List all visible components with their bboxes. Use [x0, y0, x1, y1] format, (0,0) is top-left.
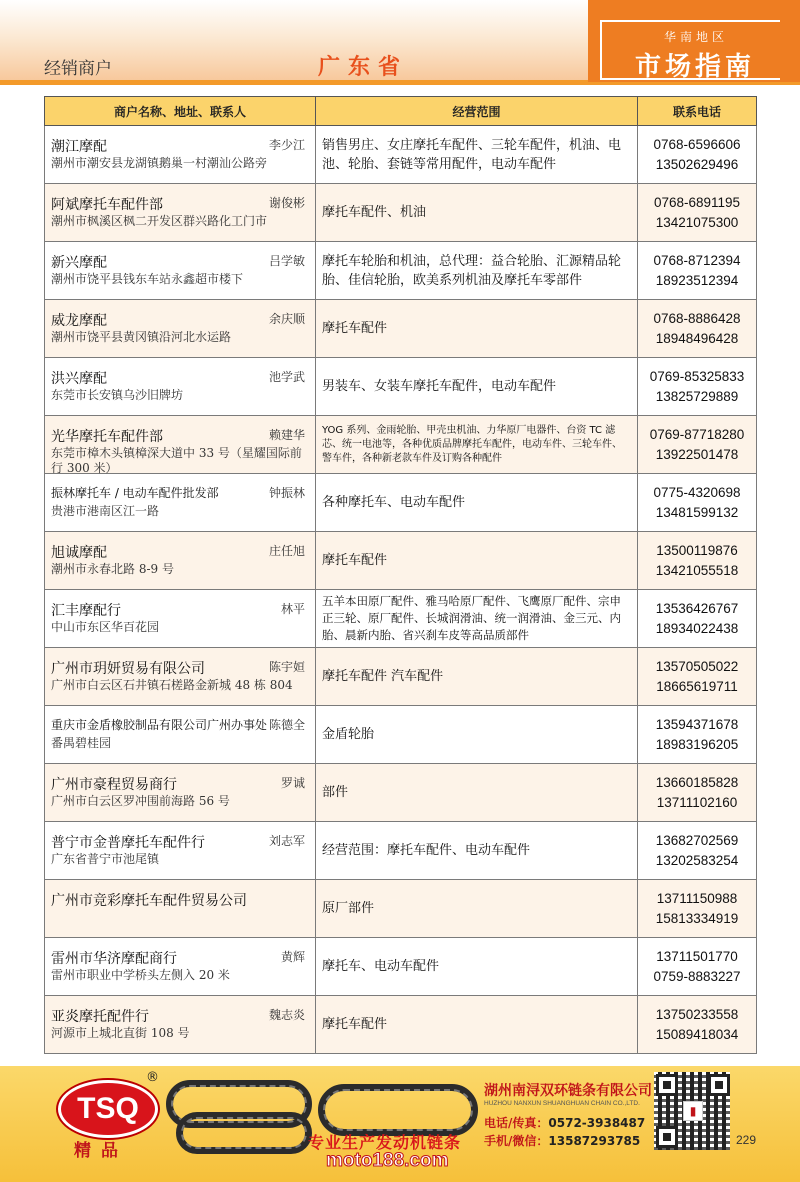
phone-cell	[638, 938, 757, 996]
merchant-name: 光华摩托车配件部	[51, 429, 163, 445]
scope-cell	[316, 184, 638, 242]
phone-cell	[638, 474, 757, 532]
merchant-name: 潮江摩配	[51, 139, 107, 155]
merchant-address: 雷州市职业中学桥头左侧入 20 米	[51, 968, 230, 982]
table-row	[45, 706, 757, 764]
phone-cell	[638, 590, 757, 648]
phone-cell	[638, 822, 757, 880]
phone-number: 13750233558	[655, 1006, 739, 1022]
phone-number: 18948496428	[655, 330, 739, 346]
phone-cell	[638, 648, 757, 706]
merchant-name: 威龙摩配	[51, 313, 107, 329]
merchant-cell	[45, 706, 316, 764]
phone-cell	[638, 242, 757, 300]
table-row	[45, 880, 757, 938]
merchant-cell	[45, 242, 316, 300]
phone-number: 18983196205	[655, 736, 739, 752]
scope-cell	[316, 532, 638, 590]
phone-cell	[638, 358, 757, 416]
merchant-address: 中山市东区华百花园	[51, 620, 160, 634]
merchant-name: 新兴摩配	[51, 255, 107, 271]
contact-person: 余庆顺	[268, 312, 305, 326]
dealer-table	[44, 96, 757, 1054]
merchant-cell	[45, 416, 316, 474]
merchant-cell	[45, 764, 316, 822]
merchant-name: 振林摩托车 / 电动车配件批发部	[51, 486, 219, 500]
tsq-logo: TSQ	[58, 1080, 158, 1138]
merchant-name: 重庆市金盾橡胶制品有限公司广州办事处	[51, 718, 268, 732]
phone-number: 13570505022	[655, 658, 739, 674]
merchant-cell	[45, 532, 316, 590]
mobile-number: 13587293785	[548, 1134, 641, 1148]
phone-number: 13481599132	[655, 504, 739, 520]
phone-number: 13536426767	[655, 600, 739, 616]
phone-number: 0768-6891195	[653, 194, 741, 210]
business-scope: 五羊本田原厂配件、雅马哈原厂配件、飞鹰原厂配件、宗申正三轮、原厂配件、长城润滑油、统一润滑油、金三元、内胎、晨新内胎、省兴刹车皮等高品质部件	[322, 594, 621, 642]
table-row	[45, 648, 757, 706]
merchant-address: 潮州市枫溪区枫二开发区群兴路化工门市	[51, 214, 268, 228]
contact-person: 钟振林	[268, 486, 305, 500]
merchant-address: 广州市白云区石井镇石槎路金新城 48 栋 804	[51, 678, 293, 692]
scope-cell	[316, 416, 638, 474]
scope-cell	[316, 300, 638, 358]
merchant-address: 潮州市饶平县黄冈镇沿河北水运路	[51, 330, 232, 344]
phone-cell	[638, 880, 757, 938]
chain-image	[176, 1112, 312, 1154]
table-row	[45, 184, 757, 242]
phone-number: 13500119876	[656, 542, 738, 558]
company-mobile	[484, 1132, 640, 1149]
merchant-cell	[45, 300, 316, 358]
merchant-cell	[45, 184, 316, 242]
merchant-name: 普宁市金普摩托车配件行	[51, 835, 205, 851]
business-scope: 原厂部件	[322, 901, 375, 916]
merchant-name: 广州市豪程贸易商行	[51, 777, 177, 793]
phone-cell	[638, 996, 757, 1054]
scope-cell	[316, 938, 638, 996]
contact-person: 李少江	[268, 138, 305, 152]
merchant-cell	[45, 996, 316, 1054]
table-row	[45, 532, 757, 590]
contact-person: 林平	[280, 602, 305, 616]
contact-person: 吕学敏	[268, 254, 305, 268]
phone-cell	[638, 764, 757, 822]
merchant-address: 广州市白云区罗冲围前海路 56 号	[51, 794, 230, 808]
badge-region: 华南地区	[663, 30, 728, 44]
contact-person: 罗诚	[280, 776, 305, 790]
phone-number: 0768-8712394	[653, 252, 741, 268]
contact-person: 庄任旭	[268, 544, 305, 558]
phone-number: 0775-4320698	[653, 484, 741, 500]
merchant-address: 潮州市永春北路 8-9 号	[51, 562, 174, 576]
merchant-name: 阿斌摩托车配件部	[51, 197, 163, 213]
qr-eye	[656, 1074, 678, 1096]
phone-number: 18923512394	[655, 272, 739, 288]
business-scope: 摩托车轮胎和机油，总代理：益合轮胎、汇源精品轮胎、佳信轮胎，欧美系列机油及摩托车零部件	[322, 253, 622, 288]
table-row	[45, 416, 757, 474]
table-row	[45, 590, 757, 648]
table-row	[45, 300, 757, 358]
contact-person: 赖建华	[268, 428, 305, 442]
merchant-cell	[45, 358, 316, 416]
merchant-name: 广州市竞彩摩托车配件贸易公司	[51, 893, 247, 909]
qr-center-icon: ▮	[683, 1101, 703, 1121]
table-row	[45, 996, 757, 1054]
business-scope: 经营范围：摩托车配件、电动车配件	[322, 843, 531, 858]
contact-person: 魏志炎	[268, 1008, 305, 1022]
phone-number: 15089418034	[655, 1026, 739, 1042]
phone-cell	[638, 706, 757, 764]
phone-cell	[638, 184, 757, 242]
scope-cell	[316, 996, 638, 1054]
qr-eye	[656, 1126, 678, 1148]
phone-number: 18934022438	[655, 620, 739, 636]
scope-cell	[316, 590, 638, 648]
phone-number: 0759-8883227	[653, 968, 741, 984]
business-scope: 摩托车配件	[322, 553, 388, 568]
table-header-row	[45, 97, 757, 126]
phone-number: 13825729889	[655, 388, 739, 404]
site-watermark: moto188.com	[326, 1150, 449, 1171]
merchant-name: 广州市玥妍贸易有限公司	[51, 661, 205, 677]
phone-number: 13711150988	[656, 890, 738, 906]
badge-title: 市场指南	[634, 52, 755, 82]
phone-number: 13202583254	[655, 852, 739, 868]
contact-person: 黄辉	[280, 950, 305, 964]
merchant-cell	[45, 648, 316, 706]
merchant-address: 广东省普宁市池尾镇	[51, 852, 160, 866]
phone-number: 13711501770	[656, 948, 738, 964]
registered-mark: ®	[146, 1070, 159, 1085]
merchant-address: 潮州市潮安县龙湖镇鹅巢一村潮汕公路旁	[51, 156, 268, 170]
business-scope: 男装车、女装车摩托车配件，电动车配件	[322, 379, 557, 394]
phone-number: 13421055518	[655, 562, 739, 578]
phone-number: 13682702569	[655, 832, 739, 848]
phone-number: 0768-8886428	[653, 310, 741, 326]
merchant-address: 河源市上城北直街 108 号	[51, 1026, 190, 1040]
phone-cell	[638, 126, 757, 184]
company-english-name: HUZHOU NANXUN SHUANGHUAN CHAIN CO.,LTD.	[484, 1100, 640, 1107]
contact-person: 陈宇姮	[268, 660, 305, 674]
column-header: 联系电话	[638, 97, 757, 126]
business-scope: 摩托车配件	[322, 321, 388, 336]
scope-cell	[316, 126, 638, 184]
scope-cell	[316, 706, 638, 764]
scope-cell	[316, 822, 638, 880]
phone-number: 0768-6596606	[653, 136, 741, 152]
contact-person: 陈德全	[268, 718, 305, 732]
business-scope: 部件	[322, 785, 349, 800]
business-scope: 金盾轮胎	[322, 727, 375, 742]
merchant-cell	[45, 880, 316, 938]
table-row	[45, 126, 757, 184]
scope-cell	[316, 242, 638, 300]
merchant-name: 洪兴摩配	[51, 371, 107, 387]
table-row	[45, 474, 757, 532]
telephone-number: 0572-3938487	[548, 1116, 646, 1130]
merchant-address: 东莞市长安镇乌沙旧牌坊	[51, 388, 184, 402]
contact-person: 谢俊彬	[268, 196, 305, 210]
phone-number: 13502629496	[655, 156, 739, 172]
merchant-name: 亚炎摩托配件行	[51, 1009, 149, 1025]
merchant-cell	[45, 822, 316, 880]
scope-cell	[316, 648, 638, 706]
business-scope: 摩托车配件	[322, 1017, 388, 1032]
table-row	[45, 764, 757, 822]
merchant-cell	[45, 590, 316, 648]
scope-cell	[316, 474, 638, 532]
merchant-address: 潮州市饶平县钱东车站永鑫超市楼下	[51, 272, 244, 286]
phone-number: 13922501478	[655, 446, 739, 462]
business-scope: 各种摩托车、电动车配件	[322, 495, 466, 510]
section-label: 经销商户	[44, 59, 112, 79]
page-number: 229	[736, 1133, 757, 1147]
phone-number: 0769-87718280	[649, 426, 745, 442]
contact-person: 池学武	[268, 370, 305, 384]
phone-cell	[638, 300, 757, 358]
business-scope: 摩托车配件 汽车配件	[322, 669, 444, 684]
merchant-name: 旭诚摩配	[51, 545, 107, 561]
phone-cell	[638, 416, 757, 474]
phone-number: 13594371678	[655, 716, 739, 732]
phone-cell	[638, 532, 757, 590]
merchant-name: 汇丰摩配行	[51, 603, 121, 619]
chain-image	[318, 1084, 478, 1136]
column-header: 商户名称、地址、联系人	[45, 97, 316, 126]
phone-number: 18665619711	[656, 678, 738, 694]
qr-eye	[708, 1074, 730, 1096]
merchant-address: 东莞市樟木头镇樟深大道中 33 号（星耀国际前行 300 米）	[51, 446, 302, 475]
table-row	[45, 242, 757, 300]
merchant-address: 番禺碧桂园	[51, 736, 112, 750]
business-scope: YOG 系列、金雨轮胎、甲壳虫机油、力华原厂电器件、台资 TC 滤芯、统一电池等，各种优质品牌摩托车配件，电动车件、三轮车件、警车件，各种新老款车件及订购各种配件	[322, 424, 622, 464]
mobile-label: 手机/微信：	[484, 1134, 549, 1148]
company-name: 湖州南浔双环链条有限公司	[484, 1083, 652, 1099]
merchant-address: 贵港市港南区江一路	[51, 504, 160, 518]
scope-cell	[316, 764, 638, 822]
company-telephone	[484, 1114, 645, 1131]
phone-number: 13660185828	[655, 774, 739, 790]
scope-cell	[316, 880, 638, 938]
table-row	[45, 938, 757, 996]
merchant-name: 雷州市华济摩配商行	[51, 951, 177, 967]
contact-person: 刘志军	[268, 834, 305, 848]
scope-cell	[316, 358, 638, 416]
table-row	[45, 358, 757, 416]
phone-number: 13421075300	[655, 214, 739, 230]
phone-number: 15813334919	[655, 910, 739, 926]
brand-subtitle: 精品	[74, 1141, 128, 1161]
business-scope: 销售男庄、女庄摩托车配件、三轮车配件，机油、电池、轮胎、套链等常用配件，电动车配件	[322, 137, 622, 172]
province-title: 广东省	[318, 55, 409, 80]
phone-number: 0769-85325833	[649, 368, 745, 384]
phone-number: 13711102160	[656, 794, 738, 810]
business-scope: 摩托车配件、机油	[322, 205, 427, 220]
merchant-cell	[45, 938, 316, 996]
merchant-cell	[45, 126, 316, 184]
business-scope: 摩托车、电动车配件	[322, 959, 440, 974]
column-header: 经营范围	[316, 97, 638, 126]
slogan: 专业生产发动机链条	[308, 1133, 462, 1152]
telephone-label: 电话/传真：	[484, 1116, 549, 1130]
table-row	[45, 822, 757, 880]
merchant-cell	[45, 474, 316, 532]
